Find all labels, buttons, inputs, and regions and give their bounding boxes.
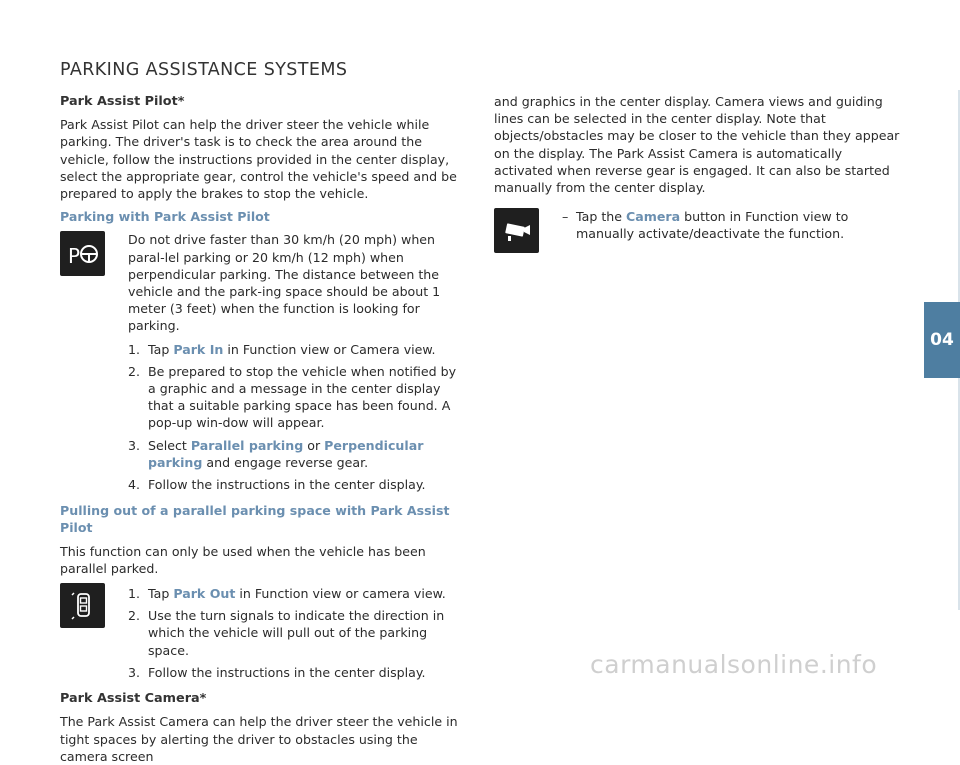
camera-link[interactable]: Camera [626,209,681,225]
step-item [128,341,466,358]
camera-intro: The Park Assist Camera can help the driver steer the vehicle in tight spaces by alerting the driver to obstacles using the camera screen [60,714,458,764]
step-number: 1. [128,586,141,602]
step-text: Be prepared to stop the vehicle when notified by a graphic and a message in the center display that a suitable parking space has been found. A pop-up win-dow will appear. [148,363,457,431]
parking-section [60,231,466,498]
step-item [128,476,466,493]
step-number: 3. [128,664,141,680]
step-text: in Function view or Camera view. [223,341,436,357]
camera-bullet [562,208,900,242]
step-number: 2. [128,608,141,624]
heading-park-assist-camera: Park Assist Camera* [60,691,207,707]
step-text: Follow the instructions in the center display. [148,664,426,680]
park-out-link[interactable]: Park Out [173,586,236,602]
camera-section [494,208,900,253]
park-in-steps [128,341,466,494]
step-item [128,437,466,471]
step-text: Tap [148,341,174,357]
right-column [494,93,900,257]
heading-pulling-out: Pulling out of a parallel parking space with Park Assist Pilot [60,503,450,536]
park-assist-steering-icon [60,231,105,276]
intro-paragraph: Park Assist Pilot can help the driver steer the vehicle while parking. The driver's task is to check the area around the vehicle, follow the instructions provided in the center display, select the appropriate gear, control the vehicle's speed and be prepared to apply the brakes to stop the vehicle. [60,117,457,202]
pullout-section [60,583,466,686]
step-item [128,607,466,659]
step-item [128,363,466,432]
perpendicular-parking-link[interactable]: Perpendicular parking [148,437,424,470]
step-item [128,585,466,602]
step-number: 2. [128,363,141,379]
step-text: Tap [148,586,174,602]
park-in-link[interactable]: Park In [173,341,224,357]
camera-icon [494,208,539,253]
dash-bullet: – [562,209,569,225]
page-title: PARKING ASSISTANCE SYSTEMS [60,60,348,80]
step-number: 3. [128,437,141,453]
left-column [60,93,466,765]
step-number: 4. [128,477,141,493]
bullet-text: Tap the [576,209,626,225]
park-out-steps [128,585,466,681]
camera-continued: and graphics in the center display. Camera views and guiding lines can be selected in the center display. Note that objects/obstacles may be closer to the vehicle than they appear on the display. The Park Assist Camera is automatically activated when reverse gear is engaged. It can also be started manually from the center display. [494,94,900,196]
watermark: carmanualsonline.info [590,650,878,679]
step-item [128,664,466,681]
step-text: in Function view or camera view. [235,586,446,602]
parking-note: Do not drive faster than 30 km/h (20 mph) when paral-lel parking or 20 km/h (12 mph) when perpendicular parking. The distance between the vehicle and the park-ing space should be about 1 meter (3 feet) when the function is looking for parking. [128,232,441,334]
heading-park-assist-pilot: Park Assist Pilot* [60,94,185,109]
step-text: Select [148,437,191,453]
heading-parking-with-pap: Parking with Park Assist Pilot [60,209,270,225]
svg-text:P: P [67,243,80,268]
pullout-intro: This function can only be used when the vehicle has been parallel parked. [60,543,426,576]
step-text: and engage reverse gear. [202,454,369,470]
step-text: Use the turn signals to indicate the direction in which the vehicle will pull out of the parking space. [148,608,445,658]
parallel-parking-link[interactable]: Parallel parking [190,437,304,453]
step-text: or [303,437,325,453]
bullet-text: button in Function view to manually activate/deactivate the function. [576,209,849,242]
park-out-car-icon [60,583,105,628]
step-number: 1. [128,341,141,357]
step-text: Follow the instructions in the center display. [148,477,426,493]
chapter-tab[interactable]: 04 [924,302,960,378]
